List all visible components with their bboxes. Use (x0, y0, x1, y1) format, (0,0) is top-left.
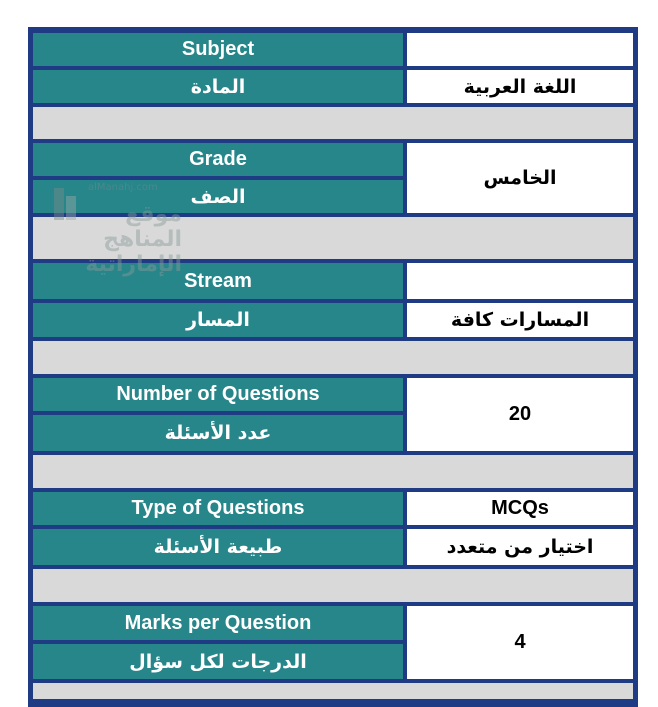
spacer-row (33, 569, 633, 602)
spacer-row (33, 107, 633, 139)
marks-value: 4 (407, 606, 633, 679)
type-questions-value-ar: اختيار من متعدد (407, 529, 633, 565)
grade-label-ar: الصف (33, 180, 403, 213)
stream-label-ar: المسار (33, 303, 403, 337)
subject-label-en: Subject (33, 33, 403, 66)
watermark-url: alManahj.com (88, 182, 158, 193)
stream-value: المسارات كافة (407, 303, 633, 337)
type-questions-label-en: Type of Questions (33, 492, 403, 525)
grade-label-en: Grade (33, 143, 403, 176)
marks-label-ar: الدرجات لكل سؤال (33, 644, 403, 679)
spacer-row (33, 455, 633, 488)
type-questions-value-en: MCQs (407, 492, 633, 525)
stream-label-en: Stream (33, 263, 403, 299)
watermark-text: موقع المناهج الإماراتية (85, 202, 182, 277)
stream-value-top (407, 263, 633, 299)
grade-value: الخامس (407, 143, 633, 213)
spacer-row (33, 217, 633, 259)
subject-value: اللغة العربية (407, 70, 633, 103)
type-questions-label-ar: طبيعة الأسئلة (33, 529, 403, 565)
spacer-row (33, 341, 633, 374)
num-questions-value: 20 (407, 378, 633, 451)
subject-label-ar: المادة (33, 70, 403, 103)
subject-value-top (407, 33, 633, 66)
num-questions-label-ar: عدد الأسئلة (33, 415, 403, 451)
marks-label-en: Marks per Question (33, 606, 403, 640)
num-questions-label-en: Number of Questions (33, 378, 403, 411)
spacer-row (33, 683, 633, 699)
